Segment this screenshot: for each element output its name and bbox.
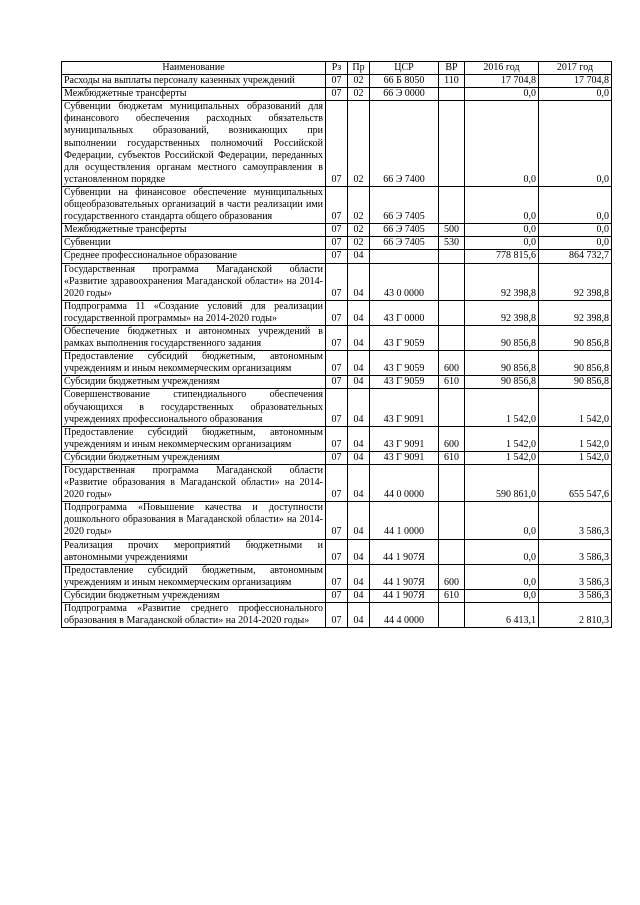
cell-vr: 600 bbox=[439, 351, 465, 376]
cell-2017: 90 856,8 bbox=[539, 325, 612, 350]
cell-vr bbox=[439, 101, 465, 187]
table-row bbox=[62, 325, 612, 350]
table-row bbox=[62, 186, 612, 223]
cell-vr: 600 bbox=[439, 426, 465, 451]
cell-vr bbox=[439, 186, 465, 223]
cell-pr: 04 bbox=[348, 389, 370, 426]
cell-csr: 43 Г 9059 bbox=[370, 325, 439, 350]
cell-2016: 92 398,8 bbox=[465, 263, 539, 300]
cell-vr bbox=[439, 300, 465, 325]
cell-name: Субвенции на финансовое обеспечение муниципальных общеобразовательных организаций в части реализации ими государственного стандарта общего образования bbox=[62, 186, 326, 223]
table-row bbox=[62, 300, 612, 325]
cell-csr: 44 1 907Я bbox=[370, 539, 439, 564]
cell-2017: 17 704,8 bbox=[539, 75, 612, 88]
cell-pr: 04 bbox=[348, 250, 370, 263]
cell-rz: 07 bbox=[326, 237, 348, 250]
cell-csr: 44 0 0000 bbox=[370, 465, 439, 502]
cell-csr: 66 Э 7400 bbox=[370, 101, 439, 187]
table-row bbox=[62, 502, 612, 539]
cell-csr: 43 Г 9091 bbox=[370, 389, 439, 426]
cell-rz: 07 bbox=[326, 88, 348, 101]
cell-pr: 02 bbox=[348, 237, 370, 250]
cell-rz: 07 bbox=[326, 224, 348, 237]
table-row bbox=[62, 465, 612, 502]
cell-pr: 04 bbox=[348, 325, 370, 350]
cell-name: Расходы на выплаты персоналу казенных учреждений bbox=[62, 75, 326, 88]
table-row bbox=[62, 376, 612, 389]
cell-2017: 0,0 bbox=[539, 186, 612, 223]
table-row bbox=[62, 351, 612, 376]
cell-2017: 0,0 bbox=[539, 101, 612, 187]
cell-vr bbox=[439, 465, 465, 502]
header-csr: ЦСР bbox=[370, 62, 439, 75]
cell-2016: 1 542,0 bbox=[465, 426, 539, 451]
cell-csr: 44 1 0000 bbox=[370, 502, 439, 539]
cell-name: Субвенции бюджетам муниципальных образований для финансового обеспечения расходных обязательств муниципальных образований, возникающих при выполнении государственных полномочий Российской Федерации, субъектов Российской Федерации, переданных для осуществления органам местного самоуправления в установленном порядке bbox=[62, 101, 326, 187]
cell-vr bbox=[439, 263, 465, 300]
table-row bbox=[62, 451, 612, 464]
cell-2017: 90 856,8 bbox=[539, 376, 612, 389]
cell-vr: 500 bbox=[439, 224, 465, 237]
cell-2017: 655 547,6 bbox=[539, 465, 612, 502]
budget-table bbox=[61, 61, 612, 628]
cell-rz: 07 bbox=[326, 186, 348, 223]
cell-name: Подпрограмма 11 «Создание условий для реализации государственной программы» на 2014-2020 годы» bbox=[62, 300, 326, 325]
cell-vr: 600 bbox=[439, 564, 465, 589]
cell-2017: 90 856,8 bbox=[539, 351, 612, 376]
cell-rz: 07 bbox=[326, 465, 348, 502]
table-row bbox=[62, 564, 612, 589]
cell-2016: 590 861,0 bbox=[465, 465, 539, 502]
cell-csr: 43 Г 0000 bbox=[370, 300, 439, 325]
cell-csr: 66 Э 7405 bbox=[370, 224, 439, 237]
cell-csr: 66 Э 7405 bbox=[370, 237, 439, 250]
cell-2017: 0,0 bbox=[539, 88, 612, 101]
cell-vr: 530 bbox=[439, 237, 465, 250]
cell-vr bbox=[439, 325, 465, 350]
cell-name: Подпрограмма «Развитие среднего профессионального образования в Магаданской области» на 2014-2020 годы» bbox=[62, 603, 326, 628]
cell-name: Субсидии бюджетным учреждениям bbox=[62, 376, 326, 389]
cell-2017: 1 542,0 bbox=[539, 426, 612, 451]
cell-csr: 43 Г 9059 bbox=[370, 351, 439, 376]
cell-rz: 07 bbox=[326, 589, 348, 602]
cell-rz: 07 bbox=[326, 389, 348, 426]
cell-2017: 92 398,8 bbox=[539, 263, 612, 300]
table-row bbox=[62, 263, 612, 300]
cell-name: Межбюджетные трансферты bbox=[62, 88, 326, 101]
cell-2017: 3 586,3 bbox=[539, 502, 612, 539]
cell-2016: 1 542,0 bbox=[465, 451, 539, 464]
table-row bbox=[62, 603, 612, 628]
cell-name: Государственная программа Магаданской области «Развитие здравоохранения Магаданской области» на 2014-2020 годы» bbox=[62, 263, 326, 300]
cell-csr: 66 Б 8050 bbox=[370, 75, 439, 88]
cell-rz: 07 bbox=[326, 300, 348, 325]
cell-rz: 07 bbox=[326, 539, 348, 564]
table-header-row bbox=[62, 62, 612, 75]
cell-name: Предоставление субсидий бюджетным, автономным учреждениям и иным некоммерческим организациям bbox=[62, 351, 326, 376]
cell-pr: 04 bbox=[348, 426, 370, 451]
cell-2016: 92 398,8 bbox=[465, 300, 539, 325]
cell-2017: 3 586,3 bbox=[539, 564, 612, 589]
cell-csr: 66 Э 0000 bbox=[370, 88, 439, 101]
cell-2016: 0,0 bbox=[465, 237, 539, 250]
header-name: Наименование bbox=[62, 62, 326, 75]
cell-name: Предоставление субсидий бюджетным, автономным учреждениям и иным некоммерческим организациям bbox=[62, 426, 326, 451]
cell-pr: 04 bbox=[348, 300, 370, 325]
cell-csr: 66 Э 7405 bbox=[370, 186, 439, 223]
cell-rz: 07 bbox=[326, 351, 348, 376]
cell-2017: 0,0 bbox=[539, 237, 612, 250]
table-row bbox=[62, 539, 612, 564]
cell-rz: 07 bbox=[326, 502, 348, 539]
cell-rz: 07 bbox=[326, 564, 348, 589]
cell-name: Предоставление субсидий бюджетным, автономным учреждениям и иным некоммерческим организациям bbox=[62, 564, 326, 589]
cell-2016: 1 542,0 bbox=[465, 389, 539, 426]
cell-name: Субвенции bbox=[62, 237, 326, 250]
cell-rz: 07 bbox=[326, 250, 348, 263]
cell-name: Обеспечение бюджетных и автономных учреждений в рамках выполнения государственного задания bbox=[62, 325, 326, 350]
cell-2016: 17 704,8 bbox=[465, 75, 539, 88]
cell-rz: 07 bbox=[326, 325, 348, 350]
cell-rz: 07 bbox=[326, 263, 348, 300]
cell-name: Субсидии бюджетным учреждениям bbox=[62, 451, 326, 464]
cell-csr: 43 0 0000 bbox=[370, 263, 439, 300]
cell-2016: 0,0 bbox=[465, 539, 539, 564]
cell-pr: 04 bbox=[348, 451, 370, 464]
cell-csr: 43 Г 9059 bbox=[370, 376, 439, 389]
table-row bbox=[62, 101, 612, 187]
cell-2016: 0,0 bbox=[465, 502, 539, 539]
cell-pr: 04 bbox=[348, 351, 370, 376]
cell-vr bbox=[439, 603, 465, 628]
table-row bbox=[62, 589, 612, 602]
cell-2016: 0,0 bbox=[465, 564, 539, 589]
cell-name: Межбюджетные трансферты bbox=[62, 224, 326, 237]
cell-2016: 0,0 bbox=[465, 88, 539, 101]
cell-vr: 610 bbox=[439, 451, 465, 464]
cell-vr: 610 bbox=[439, 589, 465, 602]
table-row bbox=[62, 389, 612, 426]
cell-2016: 0,0 bbox=[465, 589, 539, 602]
cell-csr: 44 1 907Я bbox=[370, 589, 439, 602]
cell-vr bbox=[439, 502, 465, 539]
cell-pr: 02 bbox=[348, 75, 370, 88]
cell-vr bbox=[439, 88, 465, 101]
cell-rz: 07 bbox=[326, 101, 348, 187]
cell-2016: 90 856,8 bbox=[465, 376, 539, 389]
table-body bbox=[62, 75, 612, 628]
cell-2017: 864 732,7 bbox=[539, 250, 612, 263]
cell-rz: 07 bbox=[326, 376, 348, 389]
table-row bbox=[62, 88, 612, 101]
cell-2017: 0,0 bbox=[539, 224, 612, 237]
cell-csr: 43 Г 9091 bbox=[370, 451, 439, 464]
cell-2017: 1 542,0 bbox=[539, 451, 612, 464]
cell-csr bbox=[370, 250, 439, 263]
cell-vr: 110 bbox=[439, 75, 465, 88]
cell-pr: 02 bbox=[348, 224, 370, 237]
cell-2017: 92 398,8 bbox=[539, 300, 612, 325]
cell-pr: 04 bbox=[348, 263, 370, 300]
cell-vr: 610 bbox=[439, 376, 465, 389]
cell-rz: 07 bbox=[326, 75, 348, 88]
cell-pr: 04 bbox=[348, 589, 370, 602]
cell-2017: 3 586,3 bbox=[539, 539, 612, 564]
cell-2016: 90 856,8 bbox=[465, 325, 539, 350]
table-row bbox=[62, 237, 612, 250]
cell-vr bbox=[439, 250, 465, 263]
table-row bbox=[62, 426, 612, 451]
cell-pr: 02 bbox=[348, 88, 370, 101]
cell-2016: 0,0 bbox=[465, 224, 539, 237]
cell-name: Реализация прочих мероприятий бюджетными и автономными учреждениями bbox=[62, 539, 326, 564]
header-rz: Рз bbox=[326, 62, 348, 75]
header-2016: 2016 год bbox=[465, 62, 539, 75]
table-row bbox=[62, 75, 612, 88]
cell-name: Совершенствование стипендиального обеспечения обучающихся в государственных образовательных учреждениях профессионального образования bbox=[62, 389, 326, 426]
table-row bbox=[62, 224, 612, 237]
cell-name: Подпрограмма «Повышение качества и доступности дошкольного образования в Магаданской области» на 2014-2020 годы» bbox=[62, 502, 326, 539]
cell-csr: 43 Г 9091 bbox=[370, 426, 439, 451]
cell-pr: 04 bbox=[348, 603, 370, 628]
cell-2016: 90 856,8 bbox=[465, 351, 539, 376]
cell-pr: 04 bbox=[348, 376, 370, 389]
header-vr: ВР bbox=[439, 62, 465, 75]
cell-pr: 02 bbox=[348, 101, 370, 187]
cell-pr: 04 bbox=[348, 502, 370, 539]
cell-2016: 6 413,1 bbox=[465, 603, 539, 628]
cell-2016: 778 815,6 bbox=[465, 250, 539, 263]
header-2017: 2017 год bbox=[539, 62, 612, 75]
cell-2016: 0,0 bbox=[465, 186, 539, 223]
cell-rz: 07 bbox=[326, 451, 348, 464]
cell-csr: 44 4 0000 bbox=[370, 603, 439, 628]
cell-pr: 04 bbox=[348, 465, 370, 502]
cell-pr: 04 bbox=[348, 564, 370, 589]
cell-pr: 04 bbox=[348, 539, 370, 564]
cell-rz: 07 bbox=[326, 603, 348, 628]
cell-name: Субсидии бюджетным учреждениям bbox=[62, 589, 326, 602]
table-row bbox=[62, 250, 612, 263]
cell-2017: 1 542,0 bbox=[539, 389, 612, 426]
cell-vr bbox=[439, 389, 465, 426]
cell-rz: 07 bbox=[326, 426, 348, 451]
cell-name: Государственная программа Магаданской области «Развитие образования в Магаданской области» на 2014-2020 годы» bbox=[62, 465, 326, 502]
cell-2017: 3 586,3 bbox=[539, 589, 612, 602]
header-pr: Пр bbox=[348, 62, 370, 75]
cell-pr: 02 bbox=[348, 186, 370, 223]
cell-2016: 0,0 bbox=[465, 101, 539, 187]
cell-vr bbox=[439, 539, 465, 564]
cell-csr: 44 1 907Я bbox=[370, 564, 439, 589]
cell-name: Среднее профессиональное образование bbox=[62, 250, 326, 263]
cell-2017: 2 810,3 bbox=[539, 603, 612, 628]
